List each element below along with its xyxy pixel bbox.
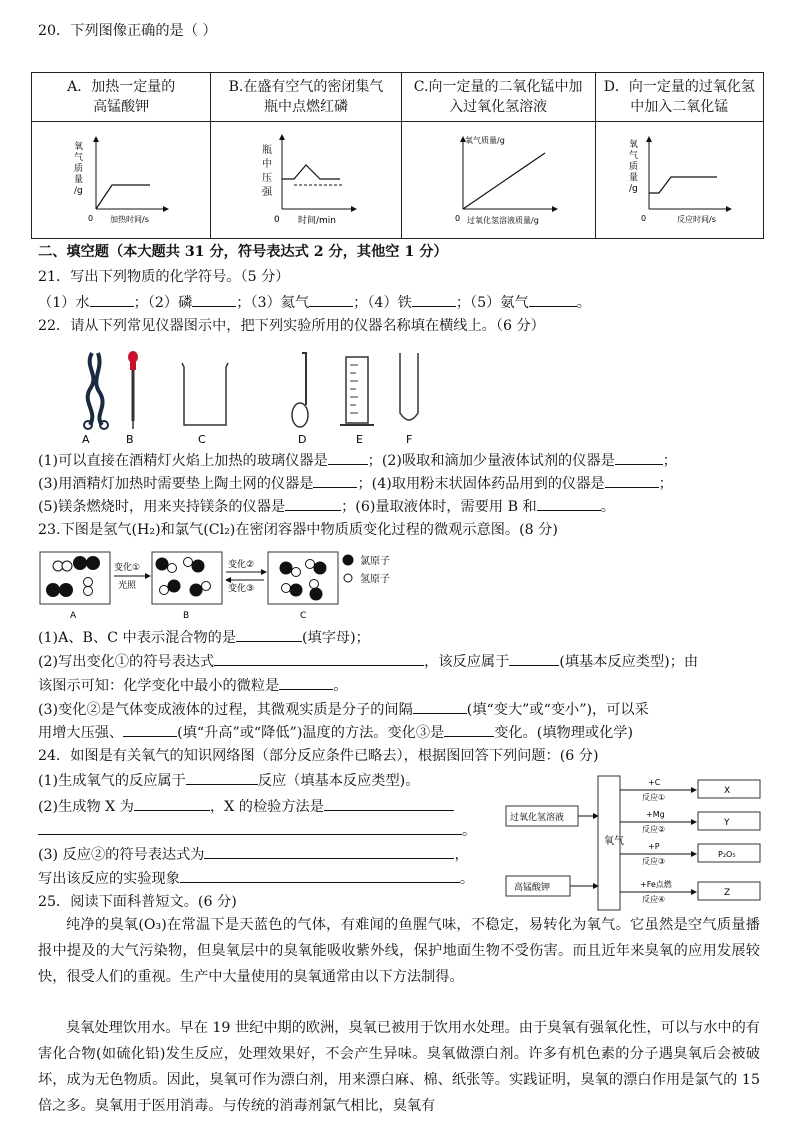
svg-text:X: X — [724, 786, 731, 796]
svg-text:C: C — [300, 611, 307, 620]
q22-blank-4[interactable] — [605, 473, 659, 488]
svg-text:氯原子: 氯原子 — [360, 556, 390, 567]
q20-option-d: D．向一定量的过氧化氢 中加入二氧化锰 — [595, 73, 763, 122]
q24-stem: 24．如图是有关氧气的知识网络图（部分反应条件已略去），根据图回答下列问题：(6 分) — [38, 748, 599, 764]
q24-blank-6[interactable] — [180, 868, 460, 883]
svg-text:0: 0 — [273, 215, 280, 225]
svg-text:质: 质 — [629, 162, 639, 172]
svg-text:反应③: 反应③ — [642, 857, 666, 866]
q22-blank-3[interactable] — [313, 473, 357, 488]
q22-line-2: (3)用酒精灯加热时需要垫上陶土网的仪器是 ；(4)取用粉末状固体药品用到的仪器是 ； — [38, 473, 673, 494]
q24-line-1: (1)生成氧气的反应属于 反应（填基本反应类型)。 — [38, 770, 419, 791]
svg-text:E: E — [356, 433, 363, 445]
svg-text:加热时间/s: 加热时间/s — [110, 215, 150, 224]
q23-line-3: 该图示可知：化学变化中最小的微粒是 。 — [38, 675, 347, 696]
svg-text:过氧化氢溶液质量/g: 过氧化氢溶液质量/g — [467, 216, 539, 225]
test-tube-icon — [400, 353, 418, 420]
q24-line-2: (2)生成物 X 为 ，X 的检验方法是 — [38, 796, 454, 817]
svg-text:瓶: 瓶 — [261, 145, 272, 156]
svg-text:/g: /g — [74, 186, 83, 196]
q21-blank-3[interactable] — [309, 292, 353, 307]
q23-line-5: 用增大压强、 (填“升高”或“降低”)温度的方法。变化③是 变化。(填物理或化学) — [38, 722, 633, 743]
beaker-icon — [182, 363, 228, 425]
q23-blank-6[interactable] — [123, 722, 177, 737]
q23-blank-4[interactable] — [279, 675, 333, 690]
q22-blank-6[interactable] — [537, 496, 601, 511]
q22-instruments — [60, 345, 440, 445]
crucible-tongs-icon — [84, 353, 108, 429]
svg-text:A: A — [82, 433, 90, 445]
svg-text:氧气: 氧气 — [604, 836, 624, 847]
svg-text:氧气质量/g: 氧气质量/g — [465, 136, 505, 145]
svg-text:F: F — [406, 433, 413, 445]
q24-oxygen-network-diagram — [502, 772, 768, 912]
svg-text:Y: Y — [724, 818, 730, 828]
q21-blank-4[interactable] — [412, 292, 456, 307]
svg-text:变化②: 变化② — [228, 560, 255, 570]
q24-line-5: 写出该反应的实验现象 。 — [38, 868, 474, 889]
svg-text:强: 强 — [261, 187, 272, 198]
svg-text:光照: 光照 — [118, 581, 137, 591]
q24-blank-3[interactable] — [324, 796, 454, 811]
q23-blank-7[interactable] — [444, 722, 494, 737]
q23-blank-1[interactable] — [236, 627, 302, 642]
q20-graph-a — [32, 122, 211, 239]
q20-option-b: B.在盛有空气的密闭集气 瓶中点燃红磷 — [211, 73, 401, 122]
q24-blank-5[interactable] — [204, 844, 454, 859]
q21-blank-5[interactable] — [529, 292, 577, 307]
svg-text:氢原子: 氢原子 — [360, 574, 390, 585]
svg-text:过氧化氢溶液: 过氧化氢溶液 — [510, 813, 565, 823]
q25-stem: 25．阅读下面科普短文。(6 分) — [38, 894, 237, 910]
q24-blank-4[interactable] — [38, 820, 462, 835]
svg-text:A: A — [70, 611, 77, 620]
svg-text:+P: +P — [648, 842, 660, 851]
q25-paragraph-1: 纯净的臭氧(O₃)在常温下是天蓝色的气体，有难闻的鱼腥气味，不稳定，易转化为氧气。它虽然是空气质量播报中提及的大气污染物，但臭氧层中的臭氧能吸收紫外线，保护地面生物不受伤害。而且近年来臭氧的应用发展较快，很受人们的重视。生产中大量使用的臭氧通常由以下方法制得。 — [38, 917, 760, 985]
svg-text:量: 量 — [629, 173, 639, 183]
svg-text:反应②: 反应② — [642, 825, 666, 834]
svg-text:反应时间/s: 反应时间/s — [677, 215, 717, 224]
svg-text:氧: 氧 — [629, 140, 639, 150]
svg-text:压: 压 — [261, 173, 272, 184]
graduated-cylinder-icon — [340, 357, 374, 425]
svg-text:变化①: 变化① — [114, 563, 141, 573]
svg-text:B: B — [183, 611, 190, 620]
q20-graph-c — [401, 122, 595, 239]
q23-blank-5[interactable] — [413, 699, 467, 714]
svg-text:气: 气 — [629, 151, 639, 161]
svg-text:0: 0 — [88, 214, 94, 223]
svg-text:C: C — [198, 433, 206, 445]
q22-stem: 22．请从下列常见仪器图示中，把下列实验所用的仪器名称填在横线上。（6 分） — [38, 318, 545, 334]
q23-line-2: (2)写出变化①的符号表达式 ，该反应属于 (填基本反应类型)；由 — [38, 651, 698, 672]
q22-blank-1[interactable] — [328, 450, 368, 465]
q23-line-1: (1)A、B、C 中表示混合物的是 (填字母)； — [38, 627, 370, 648]
q21-blanks: （1）水 ；（2）磷 ；（3）氦气 ；（4）铁 ；（5）氨气 。 — [38, 292, 591, 313]
q24-blank-1[interactable] — [186, 770, 258, 785]
svg-text:高锰酸钾: 高锰酸钾 — [514, 883, 551, 893]
svg-text:+Mg: +Mg — [646, 810, 665, 819]
svg-text:0: 0 — [641, 214, 647, 223]
svg-text:中: 中 — [261, 159, 272, 170]
q21-stem: 21．写出下列物质的化学符号。（5 分） — [38, 269, 290, 285]
svg-text:Z: Z — [724, 888, 731, 898]
q23-stem: 23.下图是氢气(H₂)和氯气(Cl₂)在密闭容器中物质质变化过程的微观示意图。(8 分) — [38, 522, 558, 538]
q20-graph-b — [211, 122, 401, 239]
q22-line-3: (5)镁条燃烧时，用来夹持镁条的仪器是 ；(6)量取液体时，需要用 B 和 。 — [38, 496, 615, 517]
q20-option-c: C.向一定量的二氧化锰中加 入过氧化氢溶液 — [401, 73, 595, 122]
svg-text:/g: /g — [629, 184, 639, 194]
q24-line-3: 。 — [38, 820, 476, 841]
svg-text:质: 质 — [74, 164, 84, 174]
q23-line-4: (3)变化②是气体变成液体的过程，其微观实质是分子的间隔 (填“变大”或“变小”)，可以采 — [38, 699, 649, 720]
svg-text:氧: 氧 — [74, 142, 84, 152]
svg-text:D: D — [298, 433, 307, 445]
q25-paragraph-2: 臭氧处理饮用水。早在 19 世纪中期的欧洲，臭氧已被用于饮用水处理。由于臭氧有强氧化性，可以与水中的有害化合物(如硫化铅)发生反应，处理效果好，不会产生异味。臭氧做漂白剂。许多有机色素的分子遇臭氧后会被破坏，成为无色物质。因此，臭氧可作为漂白剂，用来漂白麻、棉、纸张等。实践证明，臭氧的漂白作用是氯气的 15 倍之多。臭氧用于医用消毒。与传统的消毒剂氯气相比，臭氧有 — [38, 1020, 760, 1114]
q20-table — [31, 72, 764, 239]
q23-blank-3[interactable] — [509, 651, 559, 666]
q24-line-4: (3) 反应②的符号表达式为 ， — [38, 844, 469, 865]
svg-text:+Fe点燃: +Fe点燃 — [640, 880, 672, 889]
q22-blank-5[interactable] — [285, 496, 341, 511]
svg-text:反应①: 反应① — [642, 793, 666, 802]
q23-blank-2[interactable] — [214, 651, 424, 666]
svg-text:0: 0 — [455, 214, 461, 223]
svg-text:B: B — [126, 433, 134, 445]
svg-text:量: 量 — [74, 175, 84, 185]
q23-diagram — [38, 546, 458, 620]
svg-text:P₂O₅: P₂O₅ — [718, 850, 736, 859]
svg-text:时间/min: 时间/min — [297, 216, 336, 226]
q24-blank-2[interactable] — [134, 796, 210, 811]
q21-blank-2[interactable] — [192, 292, 236, 307]
q22-line-1: (1)可以直接在酒精灯火焰上加热的玻璃仪器是 ；(2)吸取和滴加少量液体试剂的仪器是 ； — [38, 450, 677, 471]
q20-stem: 20．下列图像正确的是（ ） — [38, 23, 217, 39]
q20-graph-d — [595, 122, 763, 239]
q20-option-a: A．加热一定量的 高锰酸钾 — [32, 73, 211, 122]
q21-blank-1[interactable] — [90, 292, 134, 307]
svg-text:气: 气 — [74, 153, 84, 163]
section-2-title: 二、填空题（本大题共 31 分，符号表达式 2 分，其他空 1 分） — [38, 244, 448, 260]
svg-text:反应④: 反应④ — [642, 895, 666, 904]
svg-text:+C: +C — [648, 778, 661, 787]
dropper-icon — [128, 351, 138, 429]
svg-text:变化③: 变化③ — [228, 584, 255, 594]
q22-blank-2[interactable] — [615, 450, 663, 465]
medicine-spoon-icon — [292, 353, 308, 427]
